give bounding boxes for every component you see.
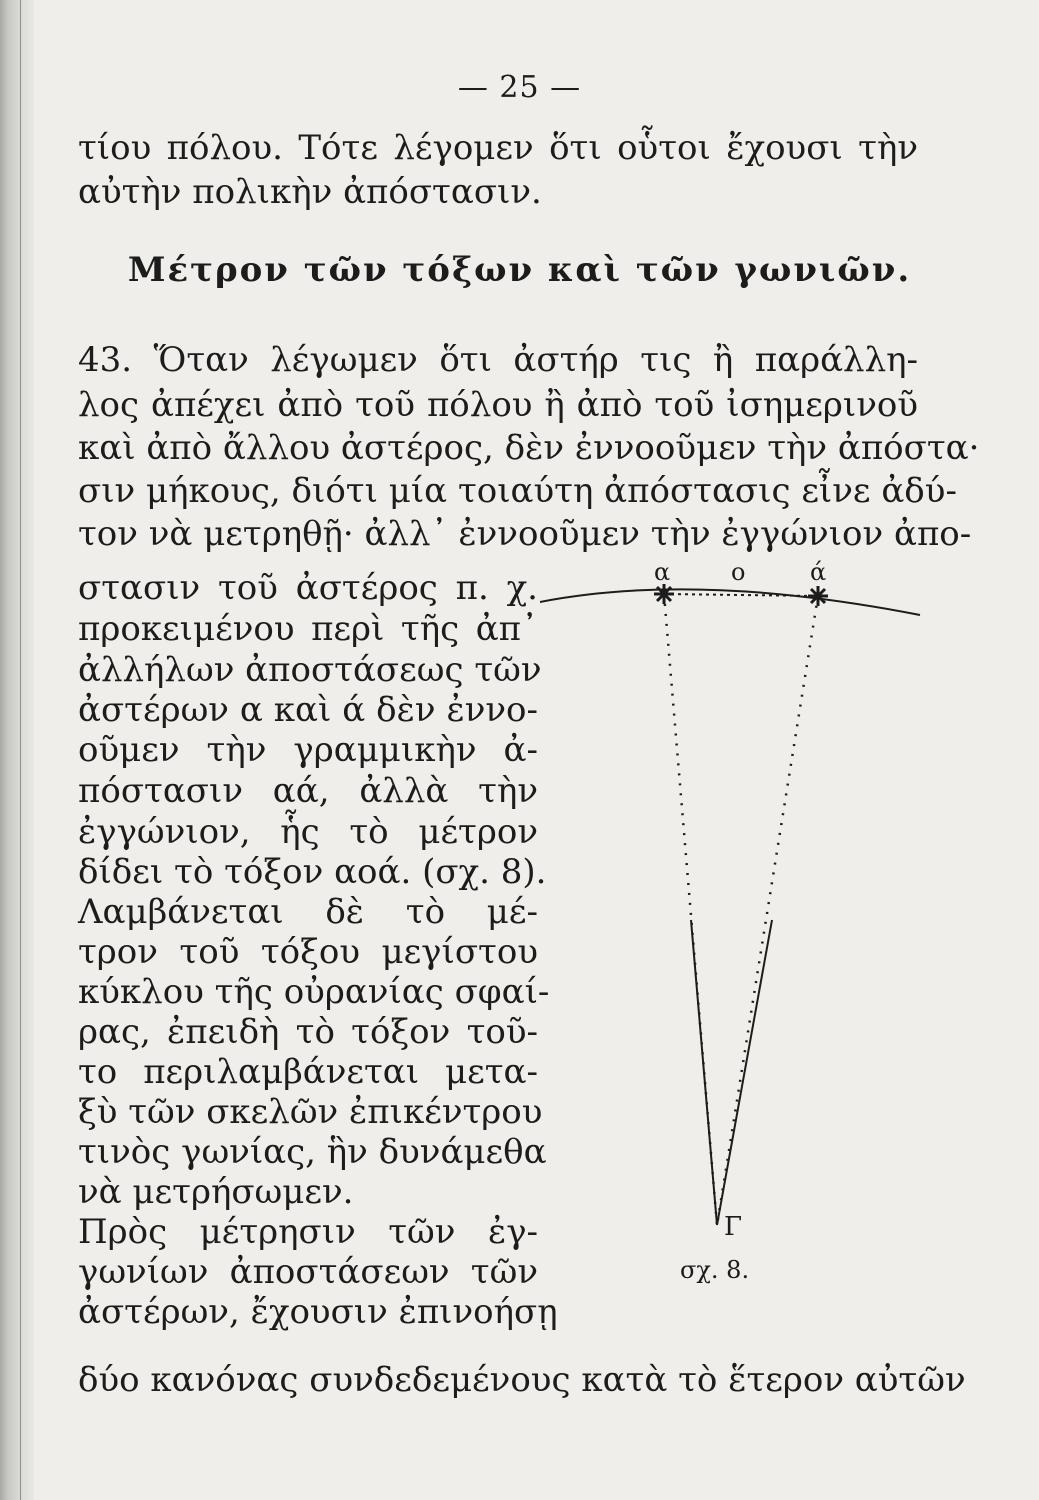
leg-right-solid	[717, 920, 772, 1225]
text-line: αὐτὴν πολικὴν ἀπόστασιν.	[78, 172, 542, 212]
text-line: Πρὸς μέτρησιν τῶν ἐγ-	[78, 1212, 538, 1252]
text-line: τον νὰ μετρηθῇ· ἀλλ᾽ ἐννοοῦμεν τὴν ἐγγώνιον ἀπο-	[78, 514, 972, 554]
text-line: ἀστέρων α καὶ ά δὲν ἐννο-	[78, 690, 538, 730]
celestial-arc	[540, 589, 920, 615]
text-line: σιν μήκους, διότι μία τοιαύτη ἀπόστασις εἶνε ἀδύ-	[78, 471, 957, 511]
text-line: ἐγγώνιον, ἧς τὸ μέτρον	[78, 812, 538, 852]
leg-right	[717, 596, 818, 1225]
text-line: ἀλλήλων ἀποστάσεως τῶν	[78, 650, 542, 690]
text-line: τίου πόλου. Τότε λέγομεν ὅτι οὗτοι ἔχουσι τὴν	[78, 128, 918, 168]
text-line: οῦμεν τὴν γραμμικὴν ἀ-	[78, 730, 538, 770]
label-arc-o: ο	[731, 560, 746, 586]
star-a2-icon	[808, 586, 828, 606]
text-line: γωνίων ἀποστάσεων τῶν	[78, 1252, 538, 1292]
text-line: πόστασιν αά, ἀλλὰ τὴν	[78, 771, 538, 811]
section-heading: Μέτρον τῶν τόξων καὶ τῶν γωνιῶν.	[127, 250, 912, 290]
figure-caption: σχ. 8.	[680, 1256, 750, 1284]
text-line: το περιλαμβάνεται μετα-	[78, 1052, 538, 1092]
text-line: ρας, ἐπειδὴ τὸ τόξον τοῦ-	[78, 1012, 538, 1052]
page-number: — 25 —	[457, 70, 582, 105]
star-a-icon	[654, 584, 674, 604]
book-binding-gutter	[0, 0, 34, 1500]
text-line: τινὸς γωνίας, ἣν δυνάμεθα	[78, 1132, 547, 1172]
text-line: ξὺ τῶν σκελῶν ἐπικέντρου	[78, 1092, 543, 1132]
text-line: νὰ μετρήσωμεν.	[78, 1172, 354, 1212]
label-vertex: Γ	[724, 1212, 743, 1242]
text-line: στασιν τοῦ ἀστέρος π. χ.	[78, 568, 538, 608]
label-star-a: α	[654, 560, 671, 586]
label-star-a2: ά	[810, 560, 827, 586]
text-line: Λαμβάνεται δὲ τὸ μέ-	[78, 892, 538, 932]
text-line: 43. Ὅταν λέγωμεν ὅτι ἀστήρ τις ἢ παράλλη-	[78, 340, 918, 380]
text-line: ἀστέρων, ἔχουσιν ἐπινοήσῃ	[78, 1292, 558, 1332]
text-line: δύο κανόνας συνδεδεμένους κατὰ τὸ ἕτερον αὐτῶν	[78, 1360, 966, 1400]
text-line: καὶ ἀπὸ ἄλλου ἀστέρος, δὲν ἐννοοῦμεν τὴν ἀπόστα·	[78, 428, 980, 468]
text-line: τρον τοῦ τόξου μεγίστου	[78, 932, 538, 972]
text-line: δίδει τὸ τόξον αοά. (σχ. 8).	[78, 852, 547, 892]
text-line: λος ἀπέχει ἀπὸ τοῦ πόλου ἢ ἀπὸ τοῦ ἰσημερινοῦ	[78, 385, 918, 425]
leg-left-solid	[691, 920, 717, 1225]
text-line: προκειμένου περὶ τῆς ἀπ᾽	[78, 609, 538, 649]
text-line: κύκλου τῆς οὐρανίας σφαί-	[78, 972, 550, 1012]
figure-8-angular-distance	[540, 560, 930, 1300]
